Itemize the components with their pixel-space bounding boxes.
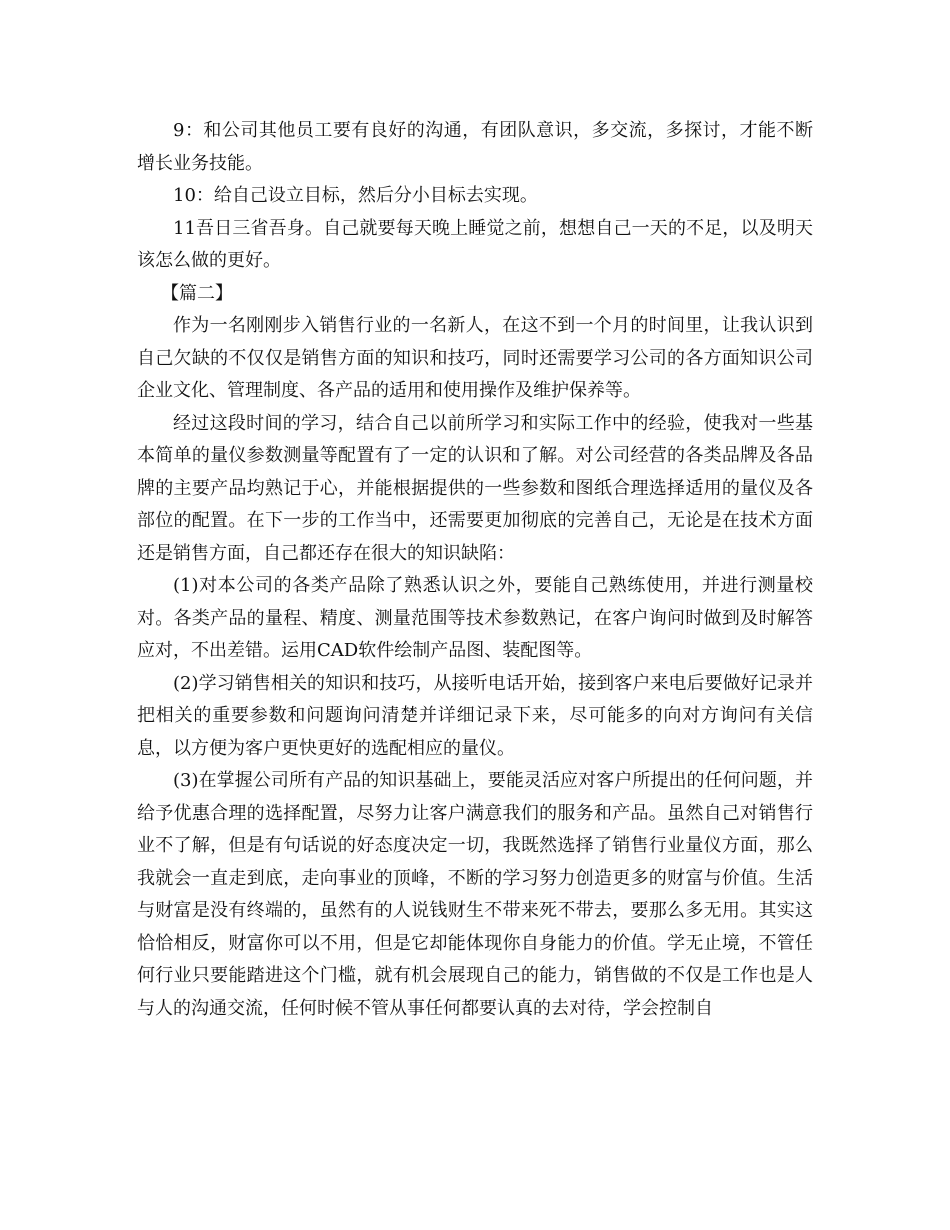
- paragraph-point-2: (2)学习销售相关的知识和技巧，从接听电话开始，接到客户来电后要做好记录并把相关的重要参数和问题询问清楚并详细记录下来，尽可能多的向对方询问有关信息，以方便为客户更快更好的选配相应的量仪。: [137, 672, 813, 759]
- paragraph-item-10: 10：给自己设立目标，然后分小目标去实现。: [173, 185, 538, 206]
- document-body: [137, 115, 813, 1025]
- paragraph-item-11: 11吾日三省吾身。自己就要每天晚上睡觉之前，想想自己一天的不足，以及明天该怎么做的更好。: [137, 217, 813, 271]
- paragraph-point-3: (3)在掌握公司所有产品的知识基础上，要能灵活应对客户所提出的任何问题，并给予优惠合理的选择配置，尽努力让客户满意我们的服务和产品。虽然自己对销售行业不了解，但是有句话说的好态度决定一切，我既然选择了销售行业量仪方面，那么我就会一直走到底，走向事业的顶峰，不断的学习努力创造更多的财富与价值。生活与财富是没有终端的，虽然有的人说钱财生不带来死不带去，要那么多无用。其实这恰恰相反，财富你可以不用，但是它却能体现你自身能力的价值。学无止境，不管任何行业只要能踏进这个门槛，就有机会展现自己的能力，销售做的不仅是工作也是人与人的沟通交流，任何时候不管从事任何都要认真的去对待，学会控制自: [137, 770, 813, 1019]
- paragraph-point-1: (1)对本公司的各类产品除了熟悉认识之外，要能自己熟练使用，并进行测量校对。各类产品的量程、精度、测量范围等技术参数熟记，在客户询问时做到及时解答应对，不出差错。运用CAD软件绘制产品图、装配图等。: [137, 575, 813, 661]
- paragraph-experience: 经过这段时间的学习，结合自己以前所学习和实际工作中的经验，使我对一些基本简单的量仪参数测量等配置有了一定的认识和了解。对公司经营的各类品牌及各品牌的主要产品均熟记于心，并能根据提供的一些参数和图纸合理选择适用的量仪及各部位的配置。在下一步的工作当中，还需要更加彻底的完善自己，无论是在技术方面还是销售方面，自己都还存在很大的知识缺陷：: [137, 412, 813, 564]
- section-heading: 【篇二】: [161, 282, 233, 304]
- paragraph-intro: 作为一名刚刚步入销售行业的一名新人，在这不到一个月的时间里，让我认识到自己欠缺的不仅仅是销售方面的知识和技巧，同时还需要学习公司的各方面知识公司企业文化、管理制度、各产品的适用和使用操作及维护保养等。: [137, 315, 813, 401]
- paragraph-item-9: 9：和公司其他员工要有良好的沟通，有团队意识，多交流，多探讨，才能不断增长业务技能。: [137, 120, 813, 174]
